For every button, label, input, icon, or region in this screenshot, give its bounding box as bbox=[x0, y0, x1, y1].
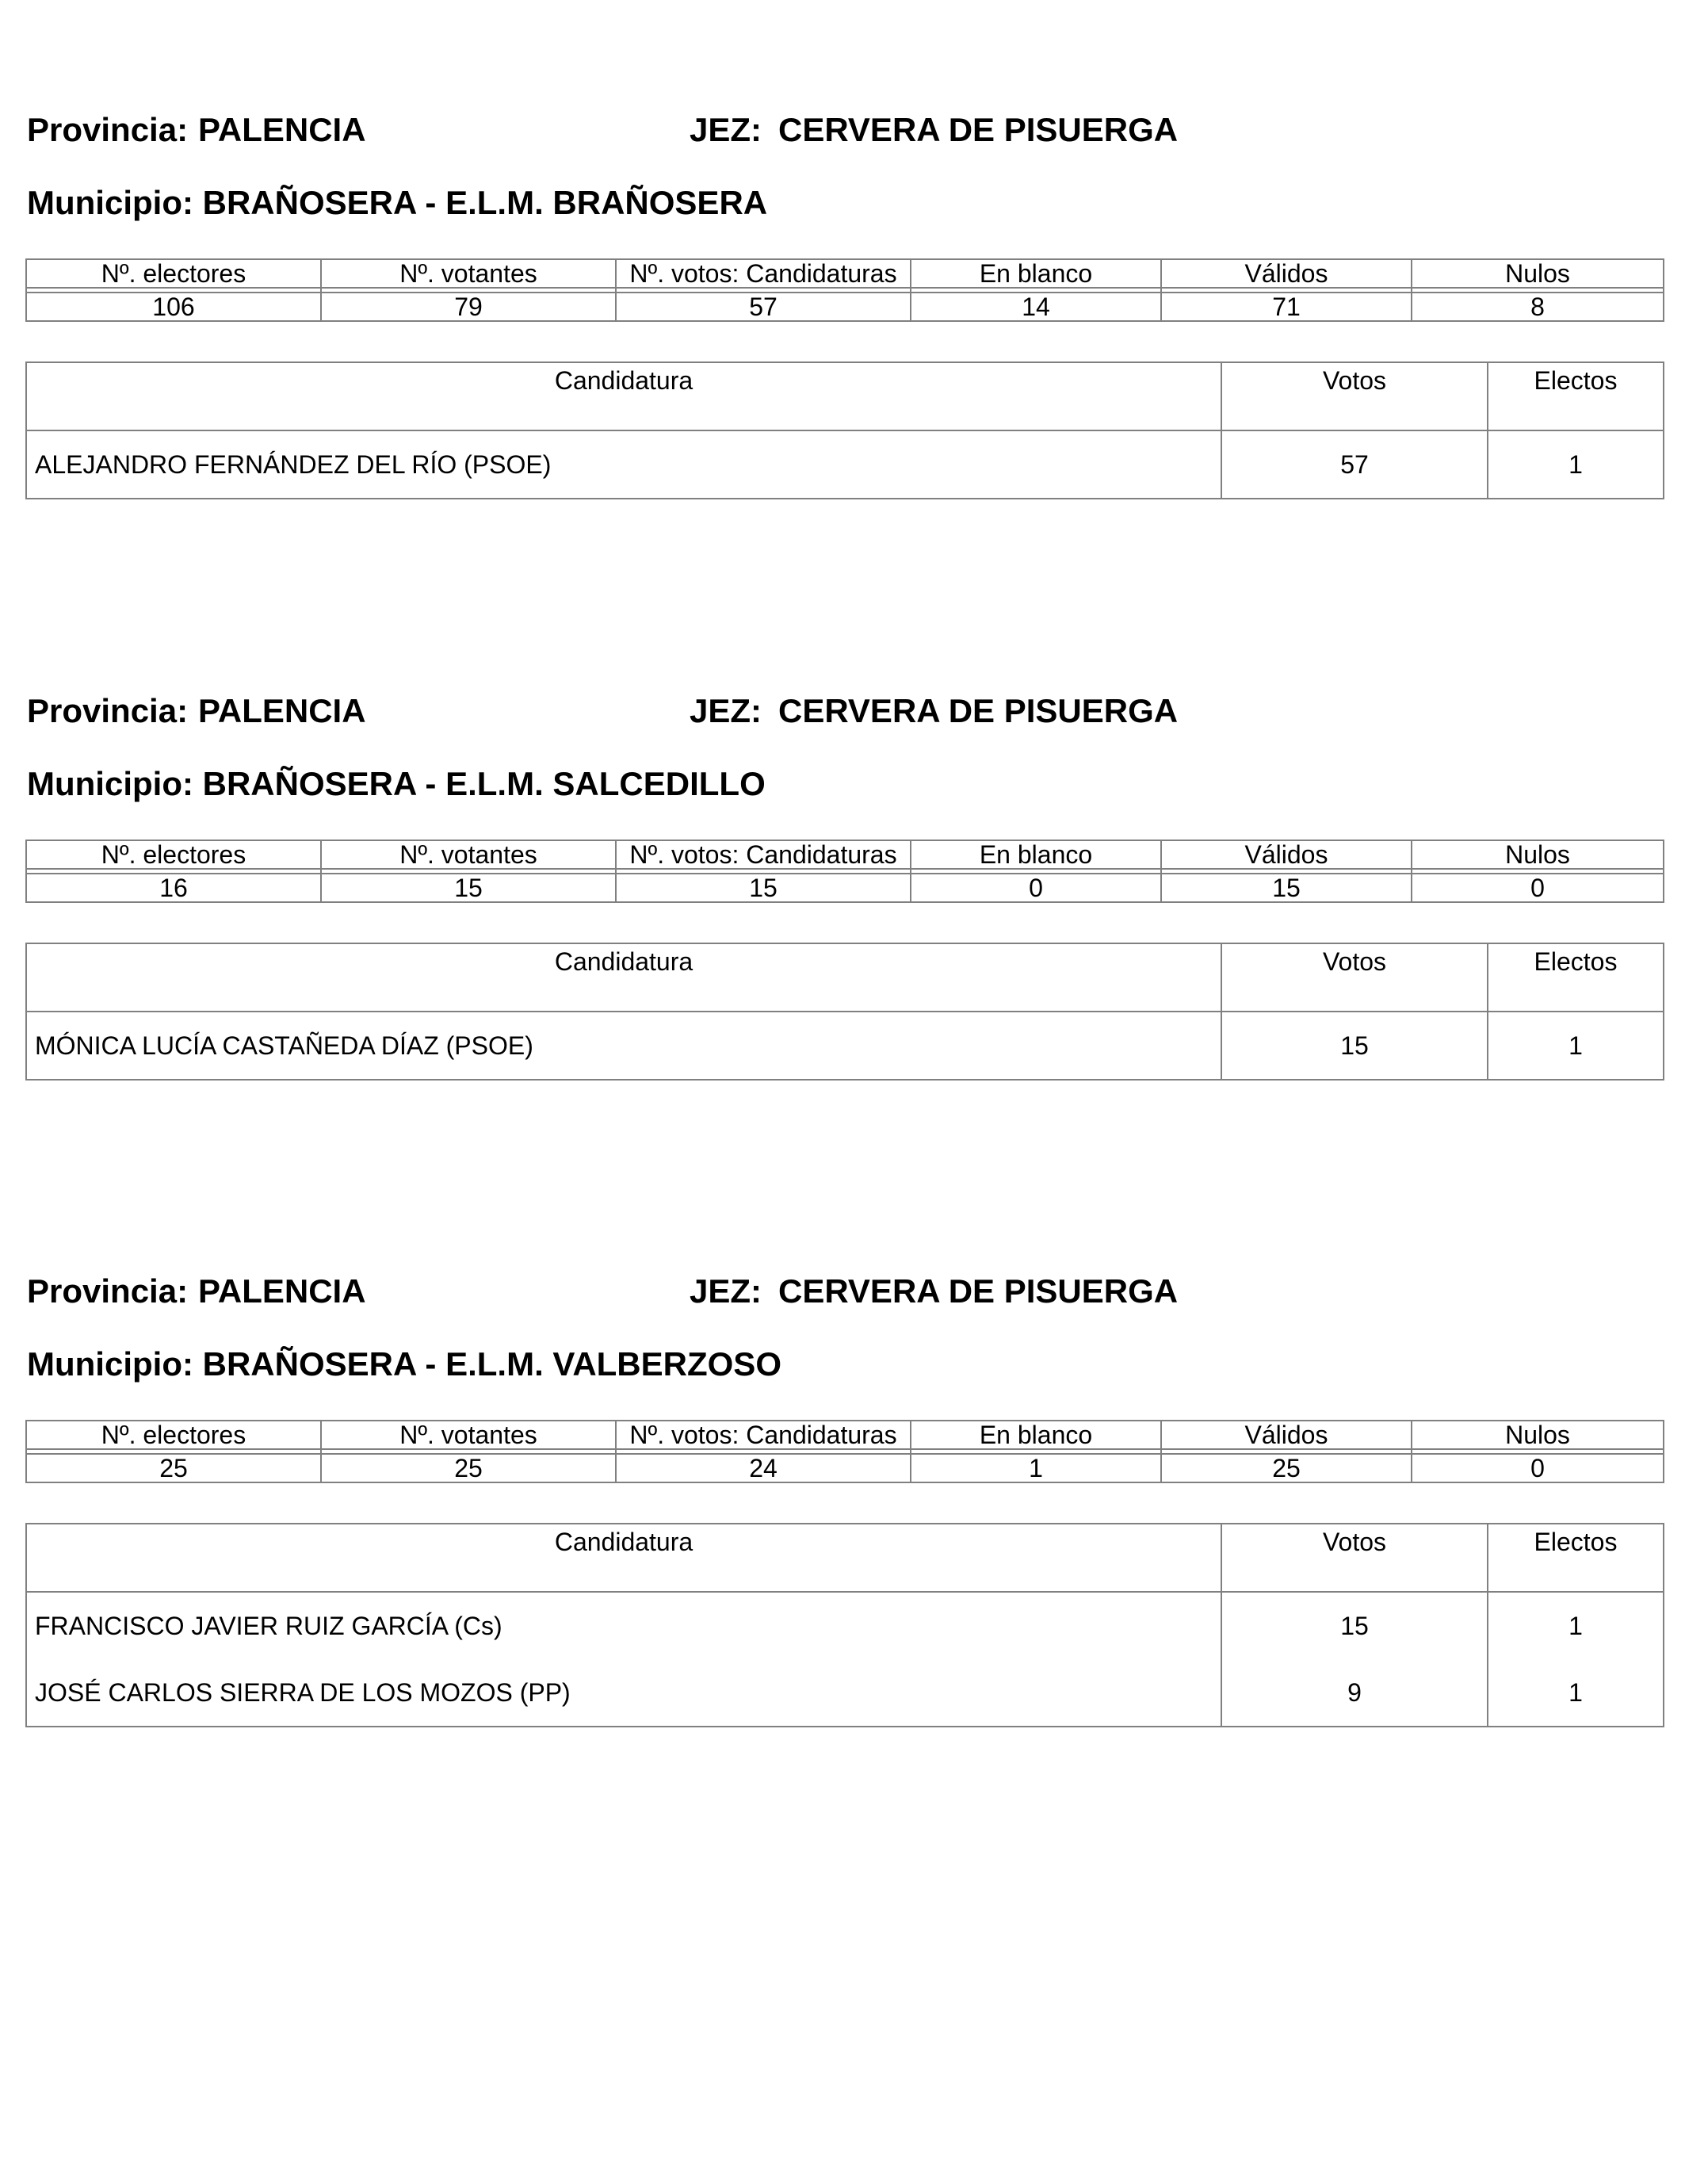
stats-header-validos: Válidos bbox=[1161, 259, 1412, 288]
stats-votantes: 25 bbox=[321, 1454, 616, 1482]
stats-value-row bbox=[26, 874, 1664, 902]
stats-header-nulos: Nulos bbox=[1412, 1421, 1664, 1449]
cand-header-electos: Electos bbox=[1488, 1524, 1664, 1592]
stats-header-votantes: Nº. votantes bbox=[321, 259, 616, 288]
stats-header-validos: Válidos bbox=[1161, 1421, 1412, 1449]
candidate-votos: 9 bbox=[1221, 1659, 1488, 1727]
stats-header-nulos: Nulos bbox=[1412, 259, 1664, 288]
stats-header-electores: Nº. electores bbox=[26, 840, 321, 869]
provincia-label: Provincia: bbox=[27, 692, 189, 729]
jez-value: CERVERA DE PISUERGA bbox=[778, 1272, 1179, 1310]
cand-header-candidatura: Candidatura bbox=[26, 943, 1221, 1012]
stats-header-validos: Válidos bbox=[1161, 840, 1412, 869]
stats-header-votos-candidaturas: Nº. votos: Candidaturas bbox=[616, 259, 911, 288]
result-block-valberzoso bbox=[25, 1161, 1663, 1707]
cand-header-electos: Electos bbox=[1488, 362, 1664, 430]
stats-header-en-blanco: En blanco bbox=[911, 259, 1161, 288]
cand-header-electos: Electos bbox=[1488, 943, 1664, 1012]
candidates-header-row bbox=[26, 362, 1664, 430]
candidates-header-row bbox=[26, 943, 1664, 1012]
municipio-value: BRAÑOSERA - E.L.M. VALBERZOSO bbox=[202, 1345, 781, 1383]
result-block-salcedillo bbox=[25, 581, 1663, 1060]
provincia-label: Provincia: bbox=[27, 1272, 189, 1310]
municipio-label: Municipio: bbox=[27, 765, 193, 802]
stats-header-votantes: Nº. votantes bbox=[321, 1421, 616, 1449]
provincia-value: PALENCIA bbox=[198, 1272, 366, 1310]
candidate-row bbox=[26, 1592, 1664, 1659]
jez-label: JEZ: bbox=[690, 1272, 762, 1310]
candidate-row bbox=[26, 430, 1664, 499]
stats-en-blanco: 1 bbox=[911, 1454, 1161, 1482]
stats-value-row bbox=[26, 293, 1664, 321]
municipio-value: BRAÑOSERA - E.L.M. BRAÑOSERA bbox=[202, 184, 768, 221]
stats-nulos: 0 bbox=[1412, 1454, 1664, 1482]
cand-header-candidatura: Candidatura bbox=[26, 1524, 1221, 1592]
stats-nulos: 0 bbox=[1412, 874, 1664, 902]
stats-table bbox=[25, 258, 1664, 322]
stats-votantes: 15 bbox=[321, 874, 616, 902]
candidates-table bbox=[25, 943, 1664, 1081]
stats-votos-candidaturas: 57 bbox=[616, 293, 911, 321]
municipio-heading bbox=[27, 767, 766, 801]
jez-value: CERVERA DE PISUERGA bbox=[778, 692, 1179, 729]
stats-nulos: 8 bbox=[1412, 293, 1664, 321]
stats-header-row bbox=[26, 259, 1664, 288]
candidates-header-row bbox=[26, 1524, 1664, 1592]
stats-header-row bbox=[26, 840, 1664, 869]
candidate-electos: 1 bbox=[1488, 1012, 1664, 1080]
stats-table bbox=[25, 1420, 1664, 1483]
stats-header-row bbox=[26, 1421, 1664, 1449]
stats-header-electores: Nº. electores bbox=[26, 1421, 321, 1449]
municipio-label: Municipio: bbox=[27, 1345, 193, 1383]
municipio-heading bbox=[27, 1345, 781, 1383]
stats-header-votos-candidaturas: Nº. votos: Candidaturas bbox=[616, 1421, 911, 1449]
stats-header-en-blanco: En blanco bbox=[911, 840, 1161, 869]
candidate-name: MÓNICA LUCÍA CASTAÑEDA DÍAZ (PSOE) bbox=[26, 1012, 1221, 1080]
provincia-label: Provincia: bbox=[27, 111, 189, 148]
candidate-electos: 1 bbox=[1488, 1592, 1664, 1659]
stats-value-row bbox=[26, 1454, 1664, 1482]
candidate-row bbox=[26, 1012, 1664, 1080]
candidate-name: FRANCISCO JAVIER RUIZ GARCÍA (Cs) bbox=[26, 1592, 1221, 1659]
stats-votantes: 79 bbox=[321, 293, 616, 321]
stats-header-en-blanco: En blanco bbox=[911, 1421, 1161, 1449]
stats-validos: 71 bbox=[1161, 293, 1412, 321]
stats-votos-candidaturas: 24 bbox=[616, 1454, 911, 1482]
candidate-electos: 1 bbox=[1488, 1659, 1664, 1727]
cand-header-votos: Votos bbox=[1221, 362, 1488, 430]
stats-header-votos-candidaturas: Nº. votos: Candidaturas bbox=[616, 840, 911, 869]
cand-header-votos: Votos bbox=[1221, 943, 1488, 1012]
jez-value: CERVERA DE PISUERGA bbox=[778, 111, 1179, 148]
stats-header-nulos: Nulos bbox=[1412, 840, 1664, 869]
jez-label: JEZ: bbox=[690, 111, 762, 148]
jez-label: JEZ: bbox=[690, 692, 762, 729]
municipio-heading bbox=[27, 186, 767, 220]
candidate-votos: 15 bbox=[1221, 1592, 1488, 1659]
stats-validos: 25 bbox=[1161, 1454, 1412, 1482]
candidate-votos: 15 bbox=[1221, 1012, 1488, 1080]
cand-header-votos: Votos bbox=[1221, 1524, 1488, 1592]
candidates-table bbox=[25, 1523, 1664, 1727]
stats-votos-candidaturas: 15 bbox=[616, 874, 911, 902]
municipio-label: Municipio: bbox=[27, 184, 193, 221]
result-block-branosera bbox=[25, 0, 1663, 479]
provincia-value: PALENCIA bbox=[198, 111, 366, 148]
candidates-table bbox=[25, 361, 1664, 499]
stats-header-votantes: Nº. votantes bbox=[321, 840, 616, 869]
candidate-electos: 1 bbox=[1488, 430, 1664, 499]
stats-table bbox=[25, 840, 1664, 903]
stats-electores: 25 bbox=[26, 1454, 321, 1482]
candidate-name: ALEJANDRO FERNÁNDEZ DEL RÍO (PSOE) bbox=[26, 430, 1221, 499]
stats-electores: 16 bbox=[26, 874, 321, 902]
stats-header-electores: Nº. electores bbox=[26, 259, 321, 288]
candidate-row bbox=[26, 1659, 1664, 1727]
stats-electores: 106 bbox=[26, 293, 321, 321]
candidate-votos: 57 bbox=[1221, 430, 1488, 499]
stats-en-blanco: 14 bbox=[911, 293, 1161, 321]
municipio-value: BRAÑOSERA - E.L.M. SALCEDILLO bbox=[202, 765, 766, 802]
stats-en-blanco: 0 bbox=[911, 874, 1161, 902]
stats-validos: 15 bbox=[1161, 874, 1412, 902]
provincia-value: PALENCIA bbox=[198, 692, 366, 729]
cand-header-candidatura: Candidatura bbox=[26, 362, 1221, 430]
candidate-name: JOSÉ CARLOS SIERRA DE LOS MOZOS (PP) bbox=[26, 1659, 1221, 1727]
